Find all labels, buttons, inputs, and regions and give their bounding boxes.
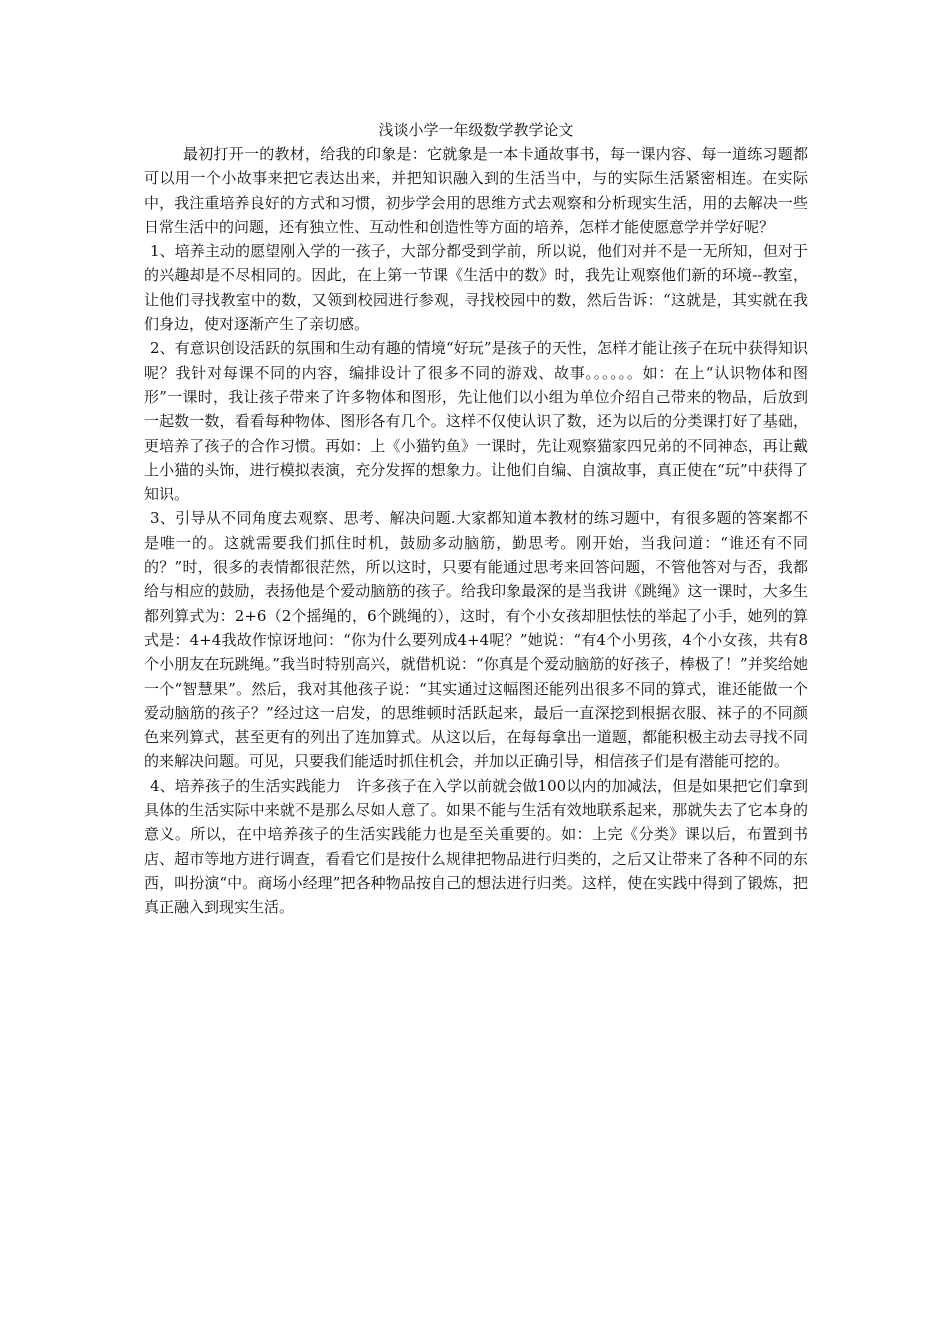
- paragraph-section-1: 1、培养主动的愿望刚入学的一孩子，大部分都受到学前，所以说，他们对并不是一无所知，但对于的兴趣却是不尽相同的。因此，在上第一节课《生活中的数》时，我先让观察他们新的环境--教室，让他们寻找教室中的数，又领到校园进行参观，寻找校园中的数，然后告诉：“这就是，其实就在我们身边，使对逐渐产生了亲切感。: [144, 242, 808, 334]
- paragraph-section-4: 4、培养孩子的生活实践能力 许多孩子在入学以前就会做100以内的加减法，但是如果把它们拿到具体的生活实际中来就不是那么尽如人意了。如果不能与生活有效地联系起来，那就失去了它本身的意义。所以，在中培养孩子的生活实践能力也是至关重要的。如：上完《分类》课以后，布置到书店、超市等地方进行调查，看看它们是按什么规律把物品进行归类的，之后又让带来了各种不同的东西，叫扮演“中。商场小经理”把各种物品按自己的想法进行归类。这样，使在实践中得到了锻炼，把真正融入到现实生活。: [144, 776, 808, 917]
- paragraph-intro: 最初打开一的教材，给我的印象是：它就象是一本卡通故事书，每一课内容、每一道练习题都可以用一个小故事来把它表达出来，并把知识融入到的生活当中，与的实际生活紧密相连。在实际中，我注重培养良好的方式和习惯，初步学会用的思维方式去观察和分析现实生活，用的去解决一些日常生活中的问题，还有独立性、互动性和创造性等方面的培养，怎样才能使愿意学并学好呢？: [144, 145, 808, 236]
- paragraph-section-2: 2、有意识创设活跃的氛围和生动有趣的情境“好玩”是孩子的天性，怎样才能让孩子在玩中获得知识呢？我针对每课不同的内容，编排设计了很多不同的游戏、故事。。。。。。如：在上“认识物体和图形”一课时，我让孩子带来了许多物体和图形，先让他们以小组为单位介绍自己带来的物品，后放到一起数一数，看看每种物体、图形各有几个。这样不仅使认识了数，还为以后的分类课打好了基础，更培养了孩子的合作习惯。再如：上《小猫钓鱼》一课时，先让观察猫家四兄弟的不同神态，再让戴上小猫的头饰，进行模拟表演，充分发挥的想象力。让他们自编、自演故事，真正使在“玩”中获得了知识。: [144, 339, 808, 504]
- document-title: 浅谈小学一年级数学教学论文: [378, 121, 574, 139]
- paragraph-section-3: 3、引导从不同角度去观察、思考、解决问题.大家都知道本教材的练习题中，有很多题的答案都不是唯一的。这就需要我们抓住时机，鼓励多动脑筋，勤思考。刚开始，当我问道：“谁还有不同的？”时，很多的表情都很茫然，所以这时，只要有能通过思考来回答问题，不管他答对与否，我都给与相应的鼓励，表扬他是个爱动脑筋的孩子。给我印象最深的是当我讲《跳绳》这一课时，大多生都列算式为：2+6（2个摇绳的，6个跳绳的），这时，有个小女孩却胆怯怯的举起了小手，她列的算式是：4+4我故作惊讶地问：“你为什么要列成4+4呢？”她说：“有4个小男孩，4个小女孩，共有8个小朋友在玩跳绳。”我当时特别高兴，就借机说：“你真是个爱动脑筋的好孩子，棒极了！”并奖给她一个“智慧果”。然后，我对其他孩子说：“其实通过这幅图还能列出很多不同的算式，谁还能做一个爱动脑筋的孩子？”经过这一启发，的思维顿时活跃起来，最后一直深挖到根据衣服、袜子的不同颜色来列算式，甚至更有的列出了连加算式。从这以后，在每每拿出一道题，都能积极主动去寻找不同的来解决问题。可见，只要我们能适时抓住机会，并加以正确引导，相信孩子们是有潜能可挖的。: [144, 509, 808, 771]
- document-page: [144, 118, 808, 920]
